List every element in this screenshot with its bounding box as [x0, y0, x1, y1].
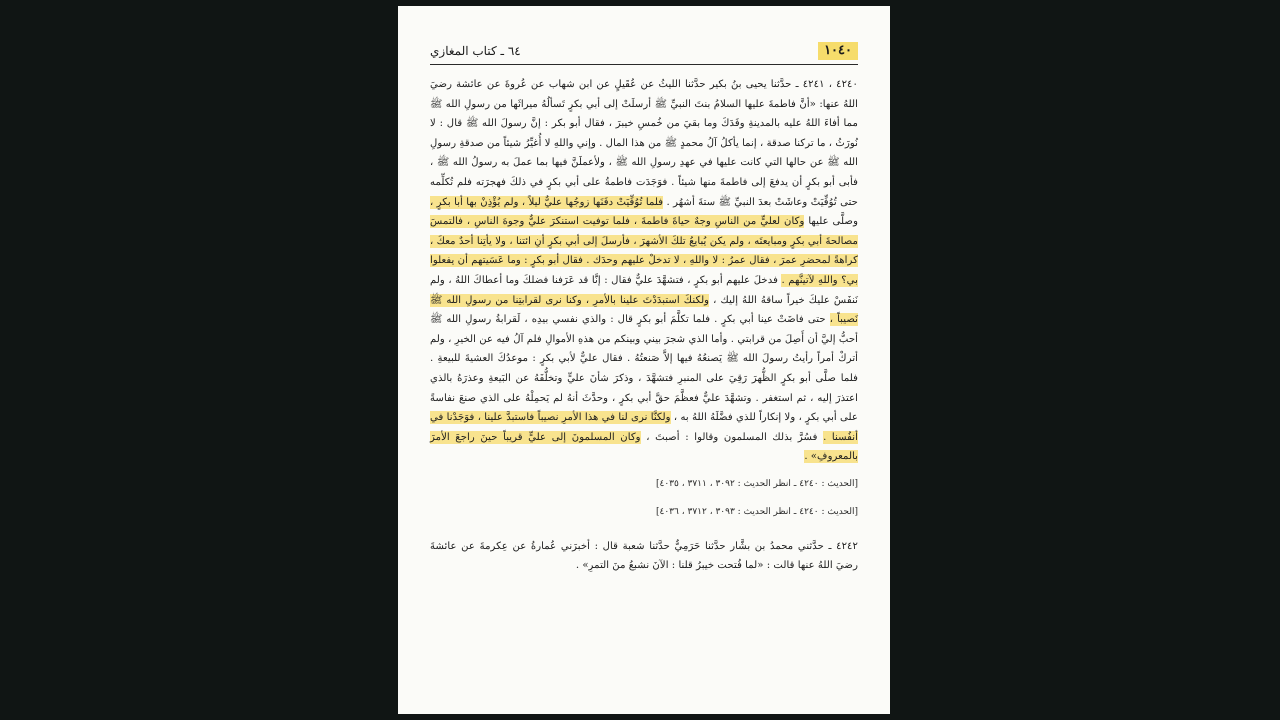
cross-reference-1: [الحديث : ٤٢٤٠ ـ انظر الحديث : ٣٠٩٢ ، ٣٧١١ ، ٤٠٣٥] — [655, 478, 858, 489]
highlighted-segment: ولكنَّا نرى لنا في هذا الأمرِ نصيباً فاستبدَّ علينا ، فوَجَدْنا في أنفُسنا . — [430, 412, 858, 443]
scanned-book-page — [398, 6, 890, 714]
text-segment: فدخلَ عليهم أبو بكرٍ ، فتشهَّدَ عليٌّ فقال : إنَّا قد عَرَفنا فضلكَ وما أعطاكَ اللهُ ، ولم نَنفَسْ عليكَ خيراً ساقهُ اللهُ إليك ، — [430, 274, 858, 306]
text-segment: ٤٢٤٠ ، ٤٢٤١ ـ حدَّثنا يحيى بنُ بكير حدَّثنا الليثُ عن عُقَيلٍ عن ابن شهاب عن عُروةَ عن عائشة رضيَ اللهُ عنها: «أنَّ فاطمةَ عليها السلامُ بنتَ النبيِّ ﷺ أرسلَتْ إلى أبي بكرٍ تَسألُهُ ميراثَها من رسولِ الله ﷺ مما أفاءَ اللهُ عليه بالمدينةِ وفَدَكَ وما بقيَ من خُمسِ خيبرَ ، فقال أبو بكر : إنَّ رسولَ الله ﷺ قال : لا نُورَثُ ، ما تركنا صدقة ، إنما يأكلُ آلُ محمدٍ ﷺ من هذا المال . وإني واللهِ لا أُغيِّرُ شيئاً من صدقةِ رسولِ الله ﷺ عن حالها التي كانت عليها في عهدِ رسولِ الله ﷺ ، ولأعملَنَّ فيها بما عملَ به رسولُ الله ﷺ ، فأبى أبو بكرٍ أن يدفعَ إلى فاطمةَ منها شيئاً . فوَجَدَت فاطمةُ على أبي بكرٍ في ذلكَ فهجرَته فلم تُكلِّمه حتى تُوُفِّيَتْ وعاشَتْ بعدَ النبيِّ ﷺ ستةَ أشهُر . — [430, 79, 858, 208]
cross-reference-2: [الحديث : ٤٢٤٠ ـ انظر الحديث : ٣٠٩٣ ، ٣٧١٢ ، ٤٠٣٦] — [655, 506, 858, 517]
hadith-4242-text: ٤٢٤٢ ـ حدَّثني محمدُ بن بشَّار حدَّثنا حَرَمِيٌّ حدَّثنا شعبة قال : أخبرَني عُمارةُ عن عِكرمةَ عن عائشةَ رضيَ اللهُ عنها قالت : «لما فُتحت خيبرُ قلنا : الآنَ نشبعُ منَ التمرِ» . — [430, 540, 858, 572]
highlighted-segment: وكان لعليٍّ من الناسِ وجهٌ حياةَ فاطمةَ ، فلما توفيت استنكرَ عليٌّ وجوهَ الناسِ ، فالتمسَ مصالحةَ أبي بكرٍ ومبايعتَه ، ولم يكن يُبايعُ تلكَ الأشهرَ ، فأرسلَ إلى أبي بكرٍ أنِ ائتنا ، ولا يأتِنا أحدٌ معكَ ، كراهةً لمحضرِ عمرَ ، فقال عمرُ : لا واللهِ ، لا تدخلْ عليهم وحدَك . فقال أبو بكرٍ : وما عَسَيتهم أن يفعلوا بي؟ واللهِ لآتينَّهم . — [430, 216, 858, 286]
hadith-4240-text — [430, 75, 858, 467]
page-header — [430, 42, 858, 65]
highlighted-segment: ولكنكَ استبدَدْتَ علينا بالأمرِ ، وكنا نرى لقرابتِنا من رسولِ الله ﷺ نَصيباً ، — [430, 294, 858, 326]
highlighted-segment: فلما تُوُفِّيَتْ دفَنَها زوجُها عليٌّ ليلاً ، ولم يُؤْذِنْ بها أبا بكرٍ ، — [430, 196, 664, 208]
book-title: ٦٤ ـ كتاب المغازي — [430, 44, 521, 58]
text-segment: حتى فاضَتْ عينا أبي بكرٍ . فلما تكلَّمَ أبو بكرٍ قال : والذي نفسي بيدِه ، لَقرابةُ رسولِ الله ﷺ أحبُّ إليَّ أن أَصِلَ من قرابتي . وأما الذي شجرَ بيني وبينكم من هذهِ الأموالِ فلم آلُ فيه عن الخيرِ ، ولم أتركْ أمراً رأيتُ رسولَ الله ﷺ يَصنعُهُ فيها إلاَّ صَنعتُهُ . فقال عليٌّ لأبي بكرٍ : موعدُكَ العشيةَ للبيعةِ . فلما صلَّى أبو بكرٍ الظُّهرَ رَقِيَ على المنبرِ فتشهَّدَ ، وذكرَ شأنَ عليٍّ وتخلُّفَهُ عن البَيعةِ وعذرَهُ بالذي اعتذرَ إليه ، ثم استغفر . وتشهَّدَ عليٌّ فعظَّمَ حقَّ أبي بكرٍ ، وحدَّثَ أنهُ لم يَحمِلْهُ على الذي صنعَ نفاسةً على أبي بكرٍ ، ولا إنكاراً للذي فضَّلَهُ اللهُ به ، — [430, 314, 858, 424]
text-segment: فسُرَّ بذلك المسلمون وقالوا : أصبتَ ، — [646, 431, 818, 443]
page-number: ١٠٤٠ — [818, 42, 858, 60]
text-segment: وصلَّى عليها — [808, 216, 858, 228]
highlighted-segment: وكان المسلمونَ إلى عليٍّ قريباً حينَ راجعَ الأمرَ بالمعروفِ» . — [430, 431, 858, 463]
